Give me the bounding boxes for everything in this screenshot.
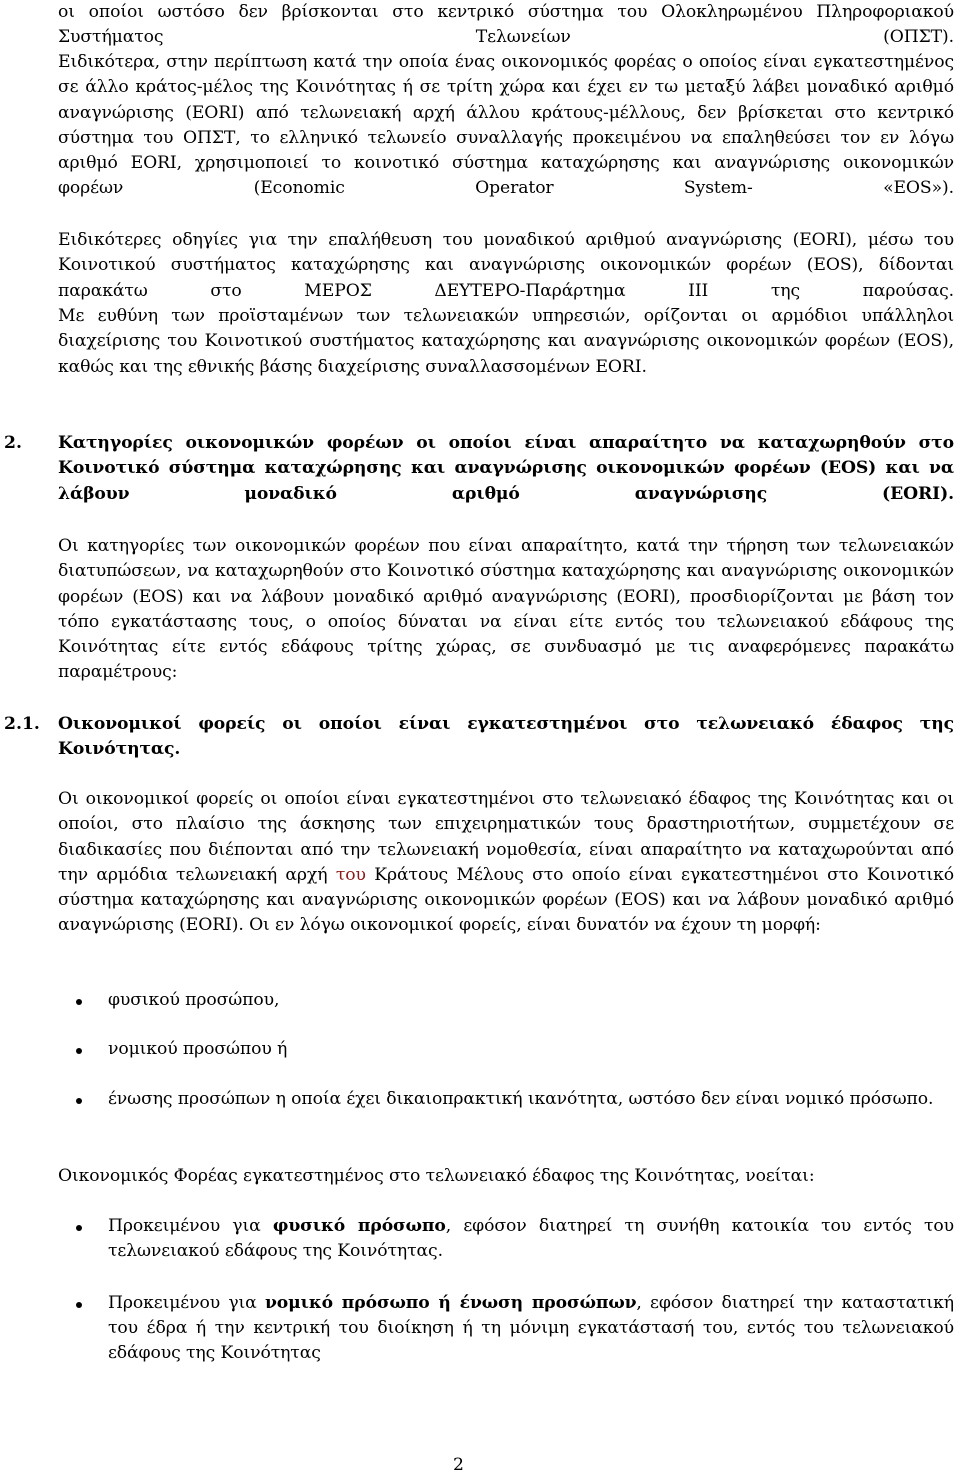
intro-paragraph-1: οι οποίοι ωστόσο δεν βρίσκονται στο κεντρικό σύστημα του Ολοκληρωμένου Πληροφοριακού Συστήματος Τελωνείων (ΟΠΣΤ). — [58, 2, 954, 48]
list-item: ένωσης προσώπων η οποία έχει δικαιοπρακτική ικανότητα, ωστόσο δεν είναι νομικό πρόσωπο. — [58, 1087, 954, 1112]
list-item: Προκειμένου για φυσικό πρόσωπο, εφόσον διατηρεί τη συνήθη κατοικία του εντός του τελωνειακού εδάφους της Κοινότητας. — [58, 1214, 954, 1265]
bullet-icon — [76, 1048, 82, 1054]
list-item: νομικού προσώπου ή — [58, 1037, 954, 1062]
section-2-1-body-b: Κράτους Μέλους στο οποίο είναι εγκατεστημένοι στο Κοινοτικό σύστημα καταχώρησης και αναγνώρισης οικονομικών φορέων (EOS) και να λάβουν μοναδικό αριθμό αναγνώρισης (EORI). Οι εν λόγω οικονομικοί φορείς, είναι δυνατόν να έχουν τη μορφή: — [58, 864, 954, 936]
section-2-1-number: 2.1. — [4, 714, 40, 734]
section-2-1-body — [58, 787, 954, 939]
bullet-icon — [76, 1098, 82, 1104]
section-2-1-body-a: Οι οικονομικοί φορείς οι οποίοι είναι εγκατεστημένοι στο τελωνειακό έδαφος της Κοινότητας και οι οποίοι, στο πλαίσιο της άσκησης των επιχειρηματικών τους δραστηριοτήτων, συμμετέχουν σε διαδικασίες που διέπονται από την τελωνειακή νομοθεσία, είναι απαραίτητο να καταχωρούνται από την αρμόδια τελωνειακή αρχή — [58, 789, 954, 885]
section-2-title: Κατηγορίες οικονομικών φορέων οι οποίοι είναι απαραίτητο να καταχωρηθούν στο Κοινοτικό σύστημα καταχώρησης και αναγνώρισης οικονομικών φορέων (EOS) και να λάβουν μοναδικό αριθμό αναγνώρισης (EORI). — [58, 433, 954, 504]
section-2-1-heading — [4, 712, 954, 763]
section-2-body: Οι κατηγορίες των οικονομικών φορέων που είναι απαραίτητο, κατά την τήρηση των τελωνειακών διατυπώσεων, να καταχωρηθούν στο Κοινοτικό σύστημα καταχώρησης και αναγνώρισης οικονομικών φορέων (EOS) και να λάβουν μοναδικό αριθμό αναγνώρισης (EORI), προσδιορίζονται με βάση τον τόπο εγκατάστασης τους, ο οποίος δύναται να είναι είτε εντός του τελωνειακού εδάφους της Κοινότητας είτε εντός εδάφους τρίτης χώρας, σε συνδυασμό με τις αναφερόμενες παρακάτω παραμέτρους: — [58, 536, 954, 683]
bullet-icon — [76, 999, 82, 1005]
intro-paragraph-3: Ειδικότερες οδηγίες για την επαλήθευση του μοναδικού αριθμού αναγνώρισης (EORI), μέσω του Κοινοτικού συστήματος καταχώρησης και αναγνώρισης οικονομικών φορέων (EOS), δίδονται παρακάτω στο ΜΕΡΟΣ ΔΕΥΤΕΡΟ-Παράρτημα ΙΙΙ της παρούσας. — [58, 230, 954, 301]
section-2-1-body-highlight: του — [335, 864, 366, 885]
section-2-number: 2. — [4, 433, 22, 453]
definition-paragraph: Οικονομικός Φορέας εγκατεστημένος στο τελωνειακό έδαφος της Κοινότητας, νοείται: — [58, 1166, 815, 1186]
list-item: Προκειμένου για νομικό πρόσωπο ή ένωση προσώπων, εφόσον διατηρεί την καταστατική του έδρα ή την κεντρική του διοίκηση ή τη μόνιμη εγκατάστασή του, εντός του τελωνειακού εδάφους της Κοινότητας — [58, 1291, 954, 1367]
intro-paragraph-2: Ειδικότερα, στην περίπτωση κατά την οποία ένας οικονομικός φορέας ο οποίος είναι εγκατεστημένος σε άλλο κράτος-μέλος της Κοινότητας ή σε τρίτη χώρα και έχει εν τω μεταξύ λάβει μοναδικό αριθμό αναγνώρισης (EORI) από τελωνειακή αρχή άλλου κράτους-μέλλους, δεν βρίσκεται στο κεντρικό σύστημα του ΟΠΣΤ, το ελληνικό τελωνείο συναλλαγής προκειμένου να επαληθεύσει τον εν λόγω αριθμό EORI, χρησιμοποιεί το κοινοτικό σύστημα καταχώρησης και αναγνώρισης οικονομικών φορέων (Economic Operator System- «EOS»). — [58, 52, 954, 199]
section-2-heading — [4, 431, 954, 532]
bullet-icon — [76, 1302, 82, 1308]
page-number: 2 — [453, 1455, 464, 1475]
list-item: φυσικού προσώπου, — [58, 988, 954, 1013]
definition-list — [58, 1214, 954, 1366]
intro-paragraph-4: Με ευθύνη των προϊσταμένων των τελωνειακών υπηρεσιών, ορίζονται οι αρμόδιοι υπάλληλοι διαχείρισης του Κοινοτικού συστήματος καταχώρησης και αναγνώρισης οικονομικών φορέων (EOS), καθώς και της εθνικής βάσης διαχείρισης συναλλασσομένων EORI. — [58, 306, 954, 377]
forms-list — [58, 988, 954, 1112]
bullet-icon — [76, 1225, 82, 1231]
section-2-1-title: Οικονομικοί φορείς οι οποίοι είναι εγκατεστημένοι στο τελωνειακό έδαφος της Κοινότητας. — [58, 714, 954, 760]
